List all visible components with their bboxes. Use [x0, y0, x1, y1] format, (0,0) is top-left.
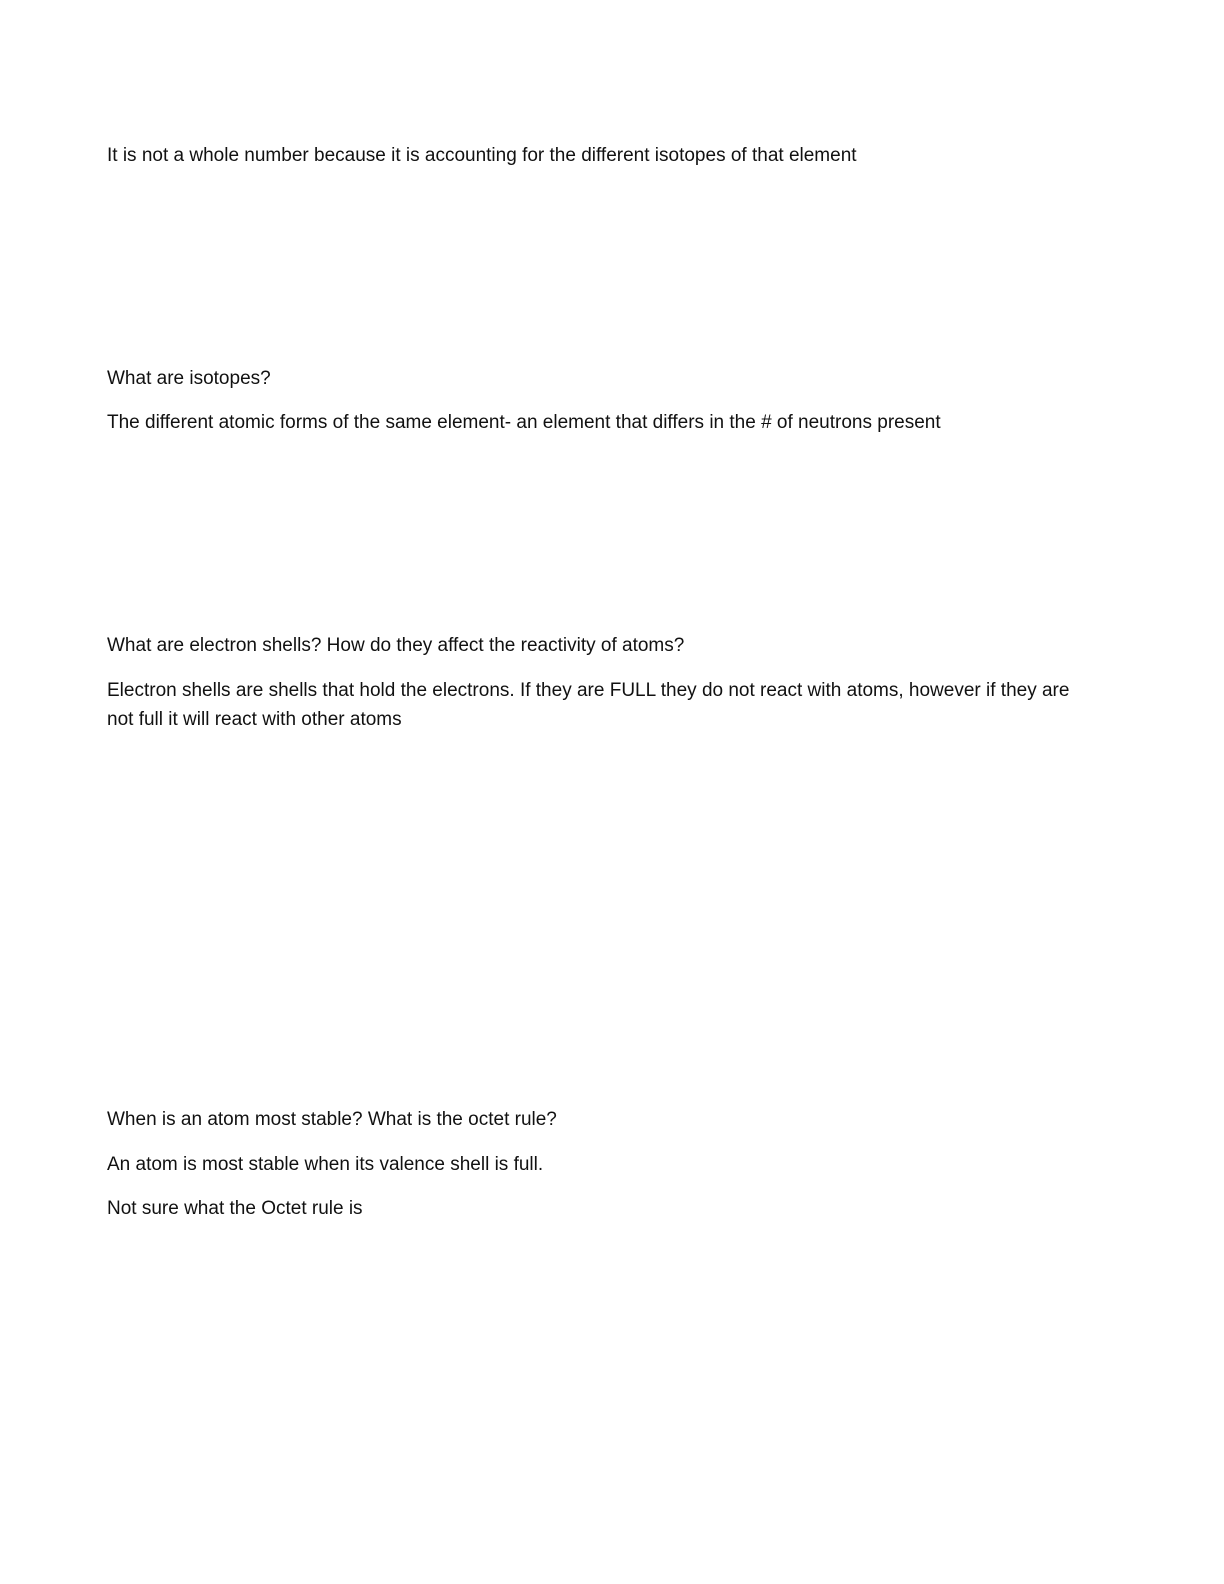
answer-text: An atom is most stable when its valence shell is full. — [107, 1154, 544, 1175]
answer-text: Not sure what the Octet rule is — [107, 1198, 363, 1219]
answer-text: The different atomic forms of the same element- an element that differs in the # of neutrons present — [107, 412, 941, 433]
answer-text: It is not a whole number because it is accounting for the different isotopes of that element — [107, 145, 857, 166]
question-text: When is an atom most stable? What is the octet rule? — [107, 1109, 557, 1130]
answer-text: Electron shells are shells that hold the electrons. If they are FULL they do not react with atoms, however if they are not full it will react with other atoms — [107, 680, 1070, 730]
question-text: What are electron shells? How do they affect the reactivity of atoms? — [107, 635, 685, 656]
question-text: What are isotopes? — [107, 368, 271, 389]
